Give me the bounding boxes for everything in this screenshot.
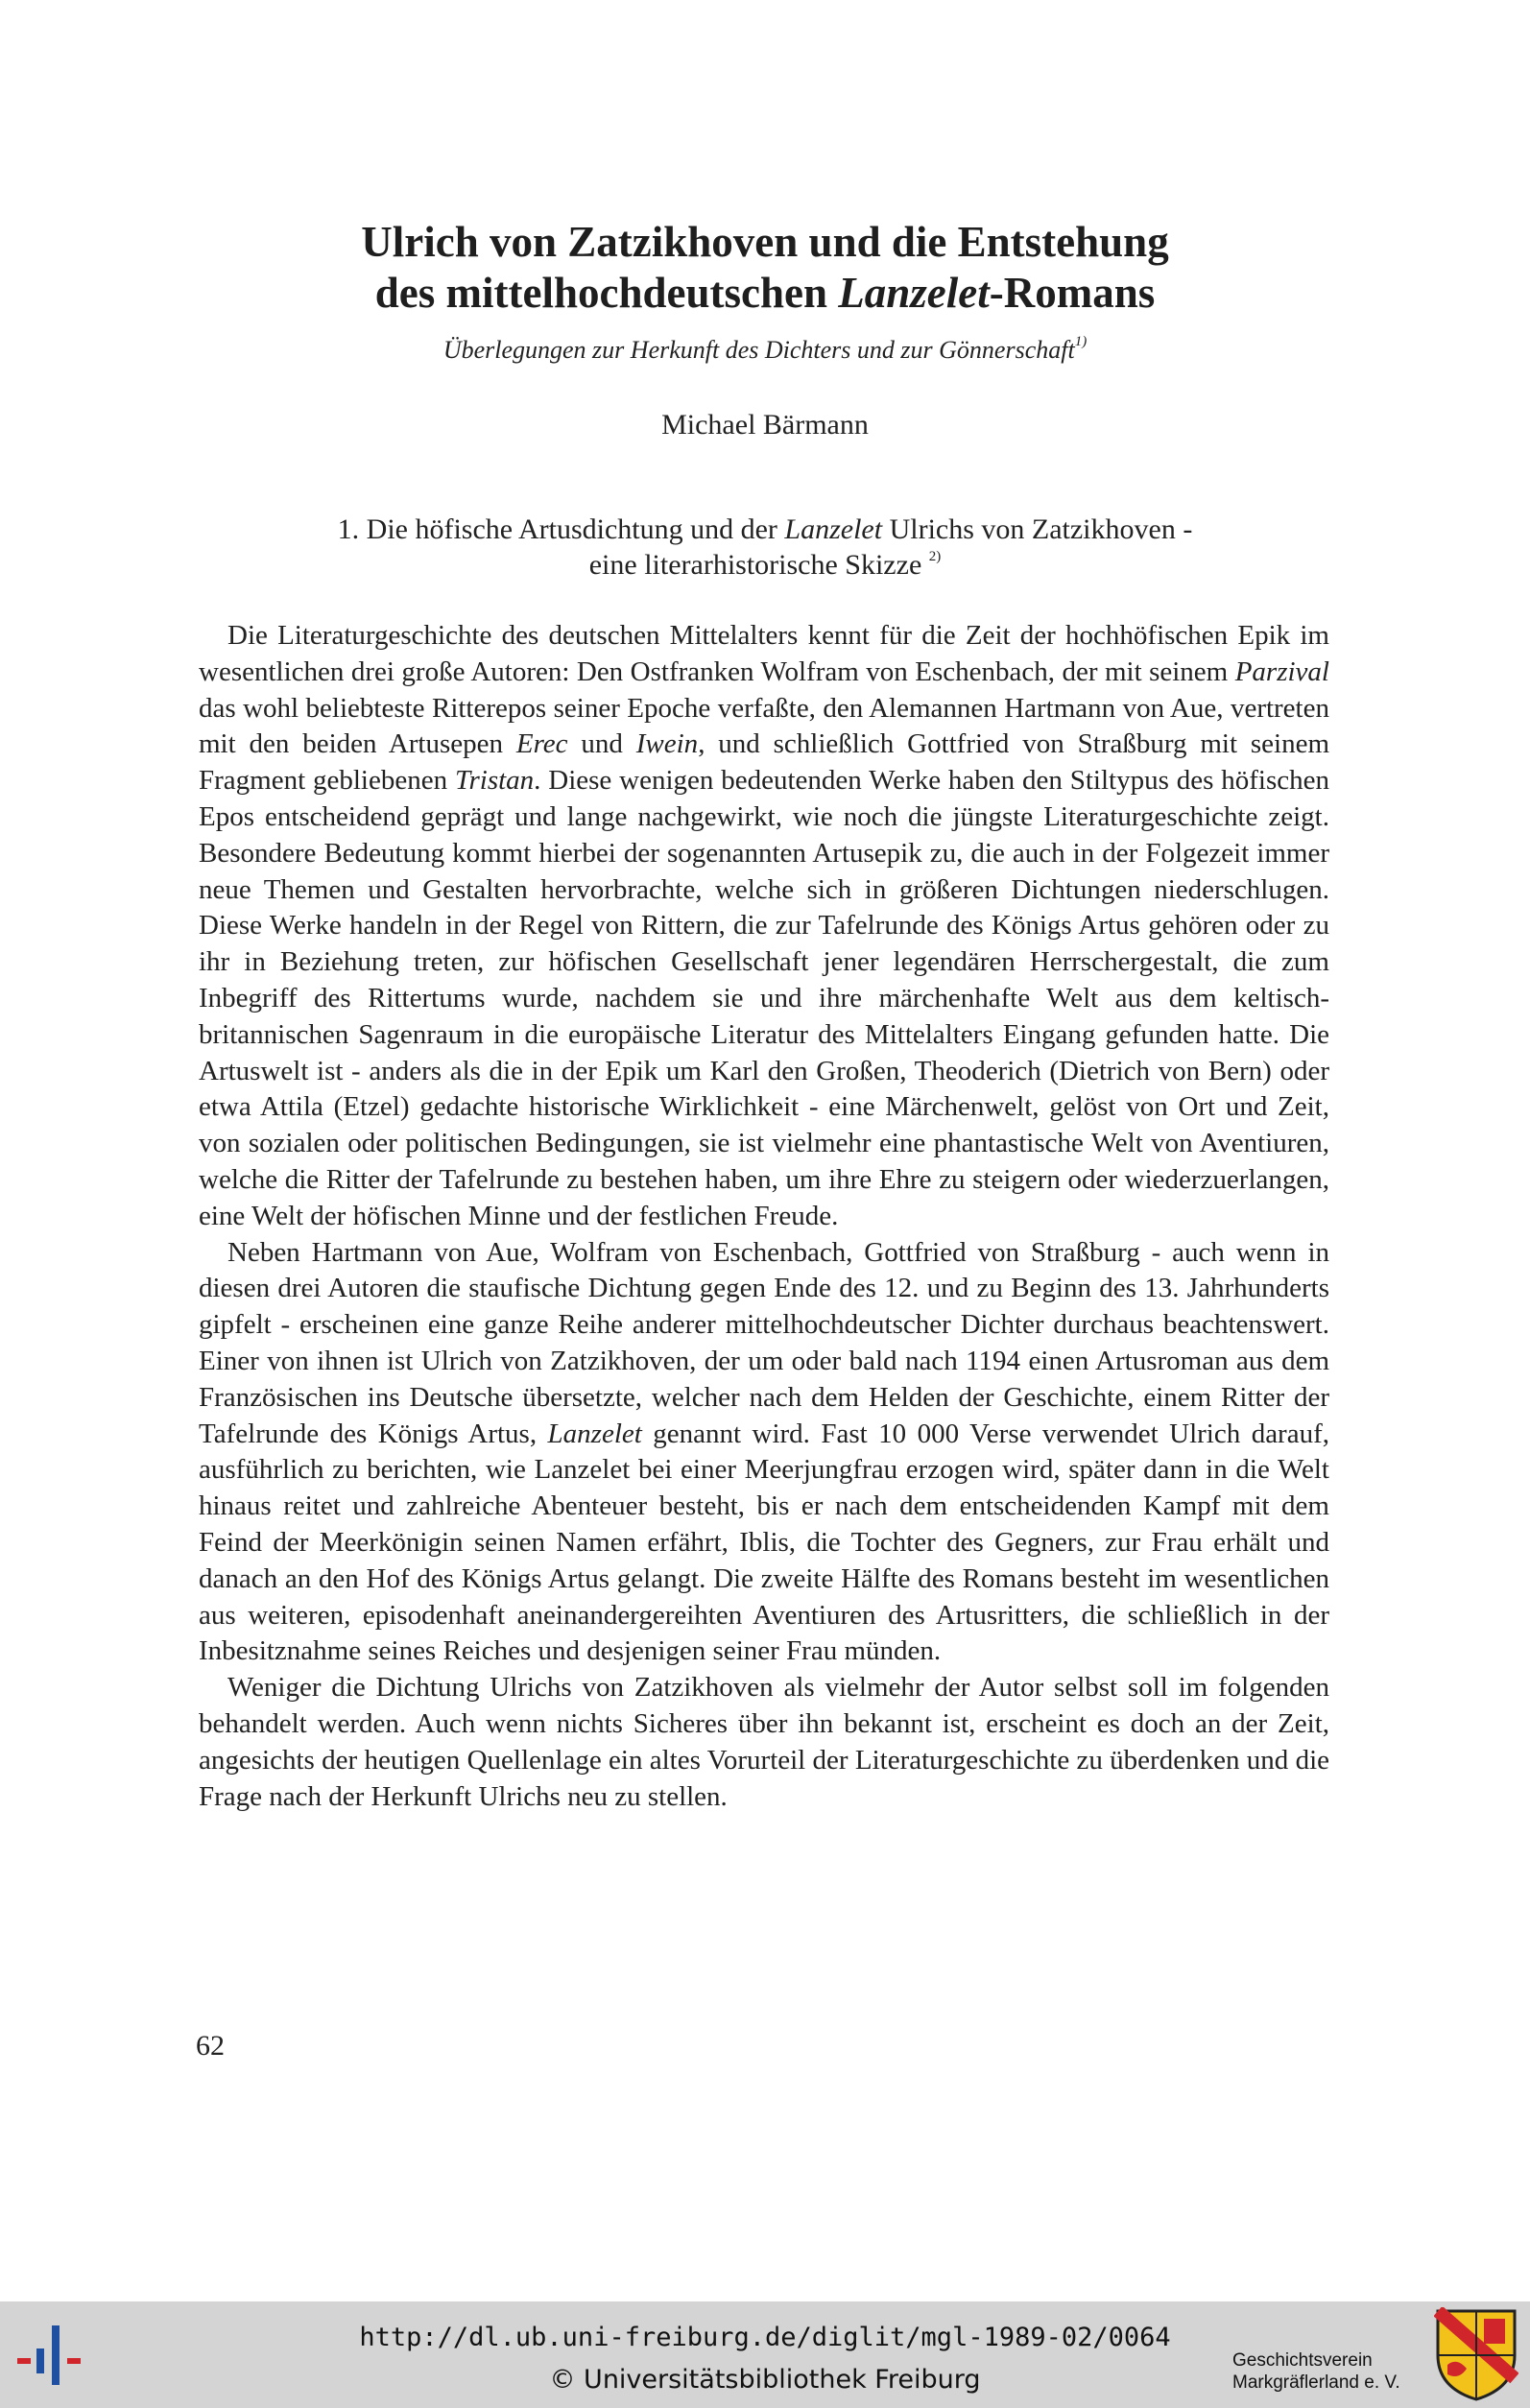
paragraph-3: Weniger die Dichtung Ulrichs von Zatzikhoven als vielmehr der Autor selbst soll im folgenden behandelt werden. Auch wenn nichts Sicheres über ihn bekannt ist, erscheint es doch an der Zeit, angesichts der heutigen Quellenlage ein altes Vorurteil der Literaturgeschichte zu überdenken und die Frage nach der Herkunft Ulrichs neu zu stellen. bbox=[199, 1672, 1329, 1812]
footnote-ref-1: 1) bbox=[1074, 334, 1088, 350]
title-work-name: Lanzelet bbox=[838, 269, 990, 317]
society-name: Geschichtsverein Markgräflerland e. V. bbox=[1232, 2350, 1400, 2393]
footer-bar bbox=[0, 2301, 1530, 2408]
footer-copyright: © Universitätsbibliothek Freiburg bbox=[549, 2365, 981, 2395]
coat-of-arms-icon bbox=[1434, 2307, 1518, 2401]
article-title-line-1: Ulrich von Zatzikhoven und die Entstehung bbox=[361, 218, 1169, 266]
paragraph-2: Neben Hartmann von Aue, Wolfram von Eschenbach, Gottfried von Straßburg - auch wenn in diesen drei Autoren die staufische Dichtung gegen Ende des 12. und zu Beginn des 13. Jahrhunderts gipfelt - erscheinen eine ganze Reihe anderer mittelhochdeutscher Dichter durchaus beachtenswert. Einer von ihnen ist Ulrich von Zatzikhoven, der um oder bald nach 1194 einen Artusroman aus dem Französischen ins Deutsche übersetzte, welcher nach dem Helden der Geschichte, einem Ritter der Tafelrunde des Königs Artus, Lanzelet genannt wird. Fast 10 000 Verse verwendet Ulrich darauf, ausführlich zu berichten, wie Lanzelet bei einer Meerjungfrau erzogen wird, später dann in die Welt hinaus reitet und zahlreiche Abenteuer besteht, bis er nach dem entscheidenden Kampf mit dem Feind der Meerkönigin seinen Namen erfährt, Iblis, die Tochter des Gegners, zur Frau erhält und danach an den Hof des Königs Artus gelangt. Die zweite Hälfte des Romans besteht im wesentlichen aus weiteren, episodenhaft aneinandergereihten Aventiuren des Artusritters, die schließlich in der Inbesitznahme seines Reiches und desjenigen seiner Frau münden. bbox=[199, 1236, 1329, 1667]
footnote-ref-2: 2) bbox=[928, 549, 942, 564]
body-text bbox=[199, 618, 1329, 1815]
article-subtitle: Überlegungen zur Herkunft des Dichters und zur Gönnerschaft$^{1)}$ bbox=[442, 334, 1088, 364]
page-number: 62 bbox=[196, 2030, 225, 2062]
section-heading-line-1: 1. Die höfische Artusdichtung und der Lanzelet Ulrichs von Zatzikhoven - bbox=[337, 513, 1193, 545]
article-title-line-2: des mittelhochdeutschen Lanzelet-Romans bbox=[374, 269, 1156, 317]
footer-url-link[interactable]: http://dl.ub.uni-freiburg.de/diglit/mgl-1989-02/0064 bbox=[359, 2323, 1171, 2352]
section-heading-line-2: eine literarhistorische Skizze $^{2)}$ bbox=[588, 549, 942, 581]
author-name: Michael Bärmann bbox=[661, 409, 869, 441]
paragraph-1: Die Literaturgeschichte des deutschen Mittelalters kennt für die Zeit der hochhöfischen Epik im wesentlichen drei große Autoren: Den Ostfranken Wolfram von Eschenbach, der mit seinem Parzival das wohl beliebteste Ritterepos seiner Epoche verfaßte, den Alemannen Hartmann von Aue, vertreten mit den beiden Artusepen Erec und Iwein, und schließlich Gottfried von Straßburg mit seinem Fragment gebliebenen Tristan. Diese wenigen bedeutenden Werke haben den Stiltypus des höfischen Epos entscheidend geprägt und lange nachgewirkt, wie noch die jüngste Literaturgeschichte zeigt. Besondere Bedeutung kommt hierbei der sogenannten Artusepik zu, die auch in der Folgezeit immer neue Themen und Gestalten hervorbrachte, welche sich in größeren Dichtungen niederschlugen. Diese Werke handeln in der Regel von Rittern, die zur Tafelrunde des Königs Artus gehören oder zu ihr in Beziehung treten, zur höfischen Gesellschaft jener legendären Herrschergestalt, die zum Inbegriff des Rittertums wurde, nachdem sie und ihre märchenhafte Welt aus dem keltisch-britannischen Sagenraum in die europäische Literatur des Mittelalters Eingang gefunden hatte. Die Artuswelt ist - anders als die in der Epik um Karl den Großen, Theoderich (Dietrich von Bern) oder etwa Attila (Etzel) gedachte historische Wirklichkeit - eine Märchenwelt, gelöst von Ort und Zeit, von sozialen oder politischen Bedingungen, sie ist vielmehr eine phantastische Welt von Aventiuren, welche die Ritter der Tafelrunde zu bestehen haben, um ihre Ehre zu steigern oder wiederzuerlangen, eine Welt der höfischen Minne und der festlichen Freude. bbox=[199, 620, 1330, 1231]
